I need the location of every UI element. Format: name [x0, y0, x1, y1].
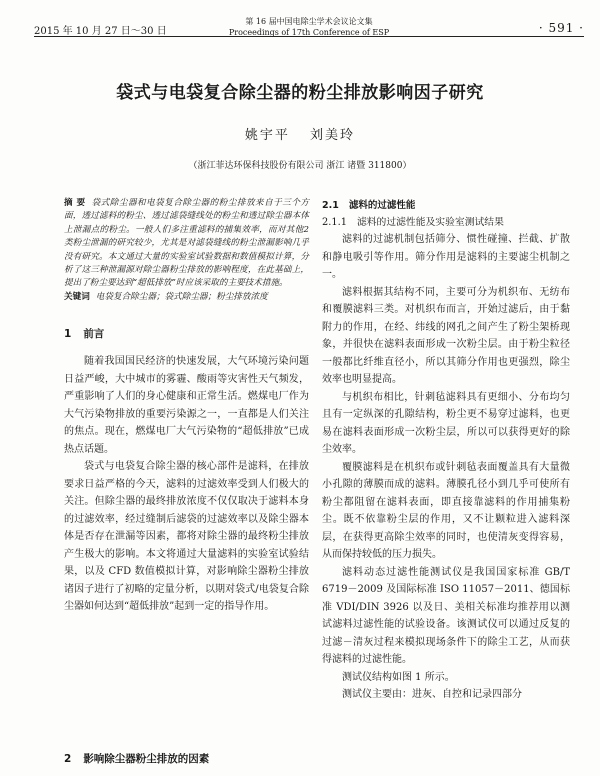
- subsection-2-1-1-title: 滤料的过滤性能及实验室测试结果: [356, 217, 504, 228]
- section-2-paragraph: 测试仪主要由：进灰、自控和记录四部分: [342, 689, 522, 700]
- abstract-label: 摘 要: [64, 198, 86, 208]
- paper-title: 袋式与电袋复合除尘器的粉尘排放影响因子研究: [116, 83, 484, 103]
- section-2-paragraph: 覆膜滤料是在机织布或针刺毡表面覆盖具有大量微小孔隙的薄膜而成的滤料。薄膜孔径小到几乎可使所有粉尘都阻留在滤料表面，即直接靠滤料的作用捕集粉尘。既不依靠粉尘层的作用，又不让颗粒进入滤料深层，在获得更高除尘效率的同时，也使清灰变得容易，从而保持较低的压力损失。: [322, 461, 570, 560]
- subsection-2-1-heading: [322, 197, 570, 214]
- section-2-title: 影响除尘器粉尘排放的因素: [83, 753, 210, 765]
- section-1-paragraph: 随着我国国民经济的快速发展，大气环境污染问题日益严峻，大中城市的雾霾、酸雨等灾害性天气频发，严重影响了人们的身心健康和正常生活。燃煤电厂作为大气污染物排放的重要污染源之一，一直都是人们关注的焦点。现在，燃煤电厂大气污染物的“超低排放”已成热点话题。: [64, 356, 309, 455]
- right-column: [322, 197, 570, 704]
- header-conference-en: Proceedings of 17th Conference of ESP: [228, 28, 390, 37]
- section-1-heading: [64, 326, 309, 341]
- header-conference: [34, 16, 584, 38]
- section-1-title: 前言: [83, 328, 105, 341]
- left-column: [64, 197, 309, 616]
- subsection-2-1-title: 滤料的过滤性能: [348, 200, 416, 211]
- section-2-number: 2: [64, 753, 72, 765]
- abstract: [64, 197, 309, 291]
- keywords: [64, 291, 309, 304]
- header-date: 2015 年 10 月 27 日～30 日: [34, 26, 167, 37]
- subsection-2-1-number: 2.1: [322, 200, 339, 211]
- section-2-heading: [64, 751, 209, 766]
- subsection-2-1-1-heading: [322, 214, 570, 231]
- section-2-paragraph: 与机织布相比，针刺毡滤料具有更细小、分布均匀且有一定纵深的孔隙结构，粉尘更不易穿过滤料，也更易在滤料表面形成一次粉尘层，所以可以获得更好的除尘效率。: [322, 391, 570, 455]
- paper-affiliation: （浙江菲达环保科技股份有限公司 浙江 诸暨 311800）: [188, 161, 412, 171]
- section-2-paragraph: 测试仪结构如图 1 所示。: [342, 671, 455, 683]
- section-2-paragraph: 滤料动态过滤性能测试仪是我国国家标准 GB/T 6719－2009 及国际标准 ISO 11057－2011、德国标准 VDI/DIN 3926 以及日、美相关标准均推荐用以测试滤料过滤性能的试验设备。该测试仪可以通过反复的过滤－清灰过程来模拟现场条件下的除尘工艺，从而获得滤料的过滤性能。: [322, 566, 570, 665]
- subsection-2-1-1-number: 2.1.1: [322, 217, 347, 228]
- keywords-label: 关键词: [64, 291, 90, 302]
- section-1-number: 1: [64, 328, 72, 341]
- section-2-paragraph: 滤料的过滤机制包括筛分、惯性碰撞、拦截、扩散和静电吸引等作用。筛分作用是滤料的主要滤尘机制之一。: [322, 234, 570, 280]
- abstract-text: 袋式除尘器和电袋复合除尘器的粉尘排放来自于三个方面，透过滤料的粉尘、透过滤袋缝线处的粉尘和透过除尘器本体上泄漏点的粉尘。一般人们多注重滤料的捕集效率，而对其他2类粉尘泄漏的研究较少，尤其是对滤袋缝线的粉尘泄漏影响几乎没有研究。本文通过大量的实验室试验数据和数值模拟计算，分析了这三种泄漏源对除尘器粉尘排放的影响程度，在此基础上，提出了粉尘要达到“超低排放”时应该采取的主要技术措施。: [64, 198, 309, 289]
- section-2-paragraph: 滤料根据其结构不同，主要可分为机织布、无纺布和覆膜滤料三类。对机织布而言，开始过滤后，由于黏附力的作用，在经、纬线的网孔之间产生了粉尘架桥现象，并很快在滤料表面形成一次粉尘层。由于粉尘粒径一般都比纤维直径小，所以其筛分作用也更强烈，除尘效率也明显提高。: [322, 286, 570, 385]
- header-conference-cn: 第 16 届中国电除尘学术会议论文集: [245, 17, 373, 26]
- running-header: [34, 14, 584, 44]
- header-divider: [34, 36, 584, 37]
- keywords-text: 电袋复合除尘器；袋式除尘器；粉尘排放浓度: [95, 291, 268, 302]
- paper-authors: 姚宇平 刘美玲: [244, 128, 356, 143]
- section-1-paragraph: 袋式与电袋复合除尘器的核心部件是滤料，在排放要求日益严格的今天，滤料的过滤效率受到人们极大的关注。但除尘器的最终排放浓度不仅仅取决于滤料本身的过滤效率，经过缝制后滤袋的过滤效率以及除尘器本体是否存在泄漏等因素，都将对除尘器的最终粉尘排放产生极大的影响。本文将通过大量滤料的实验室试验结果，以及 CFD 数值模拟计算，对影响除尘器粉尘排放诸因子进行了初略的定量分析，以期对袋式/电袋复合除尘器如何达到“超低排放”起到一定的指导作用。: [64, 461, 309, 613]
- header-page-number: · 591 ·: [538, 21, 584, 35]
